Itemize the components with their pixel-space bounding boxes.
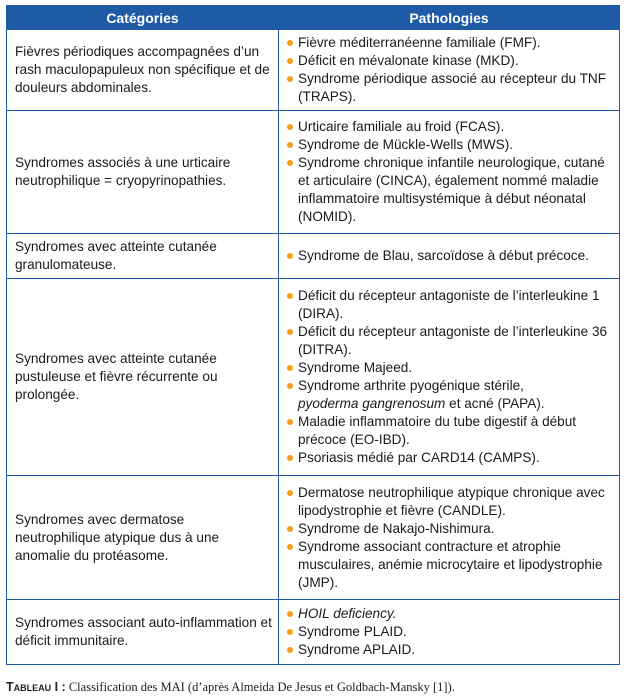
list-item: Fièvre méditerranéenne familiale (FMF).: [285, 34, 613, 52]
pathology-list: [285, 247, 613, 265]
list-item: Syndrome de Nakajo-Nishimura.: [285, 520, 613, 538]
list-item: Déficit du récepteur antagoniste de l’interleukine 36 (DITRA).: [285, 323, 613, 359]
table-row: [7, 111, 620, 234]
list-item: Maladie inflammatoire du tube digestif à début précoce (EO-IBD).: [285, 413, 613, 449]
list-item: HOIL deficiency.: [285, 605, 613, 623]
category-cell: Syndromes avec atteinte cutanée pustuleuse et fièvre récurrente ou prolongée.: [7, 279, 279, 476]
list-item: Syndrome périodique associé au récepteur du TNF (TRAPS).: [285, 70, 613, 106]
table-header-row: [7, 6, 620, 30]
category-cell: Syndromes associant auto-inflammation et déficit immunitaire.: [7, 600, 279, 665]
pathologies-cell: [279, 234, 620, 279]
table-row: [7, 600, 620, 665]
list-item: Syndrome PLAID.: [285, 623, 613, 641]
list-item: Dermatose neutrophilique atypique chronique avec lipodystrophie et fièvre (CANDLE).: [285, 484, 613, 520]
list-item: Syndrome de Blau, sarcoïdose à début précoce.: [285, 247, 613, 265]
table-caption: [6, 680, 620, 695]
pathologies-cell: [279, 600, 620, 665]
category-cell: Syndromes avec dermatose neutrophilique atypique dus à une anomalie du protéasome.: [7, 476, 279, 600]
papa-text-start: Syndrome arthrite pyogénique stérile,: [298, 378, 524, 393]
pathology-list: [285, 605, 613, 659]
pathology-list: [285, 287, 613, 467]
pathology-list: [285, 118, 613, 226]
papa-text-end: et acné (PAPA).: [445, 396, 545, 411]
caption-text: Classification des MAI (d’après Almeida De Jesus et Goldbach-Mansky [1]).: [65, 680, 455, 694]
list-item: Déficit du récepteur antagoniste de l’interleukine 1 (DIRA).: [285, 287, 613, 323]
pathologies-cell: [279, 111, 620, 234]
caption-label: Tableau I :: [6, 680, 66, 694]
list-item: Syndrome APLAID.: [285, 641, 613, 659]
table-row: [7, 476, 620, 600]
category-cell: Syndromes avec atteinte cutanée granulomateuse.: [7, 234, 279, 279]
list-item: Syndrome associant contracture et atrophie musculaires, anémie microcytaire et lipodystrophie (JMP).: [285, 538, 613, 592]
list-item-papa: [285, 377, 613, 413]
classification-table: [6, 5, 620, 665]
table-row: [7, 234, 620, 279]
pathology-list: [285, 484, 613, 592]
list-item: Syndrome de Mückle-Wells (MWS).: [285, 136, 613, 154]
pathologies-cell: [279, 30, 620, 111]
pathologies-cell: [279, 279, 620, 476]
list-item: Urticaire familiale au froid (FCAS).: [285, 118, 613, 136]
category-cell: Syndromes associés à une urticaire neutrophilique = cryopyrinopathies.: [7, 111, 279, 234]
list-item: Syndrome chronique infantile neurologique, cutané et articulaire (CINCA), également nommé maladie inflammatoire multisystémique à début néonatal (NOMID).: [285, 154, 613, 226]
list-item: Psoriasis médié par CARD14 (CAMPS).: [285, 449, 613, 467]
category-cell: Fièvres périodiques accompagnées d’un rash maculopapuleux non spécifique et de douleurs abdominales.: [7, 30, 279, 111]
table-row: [7, 30, 620, 111]
table-row: [7, 279, 620, 476]
pathologies-cell: [279, 476, 620, 600]
list-item: Déficit en mévalonate kinase (MKD).: [285, 52, 613, 70]
header-pathologies: Pathologies: [279, 6, 620, 30]
list-item: Syndrome Majeed.: [285, 359, 613, 377]
papa-italic-text: pyoderma gangrenosum: [298, 396, 446, 411]
pathology-list: [285, 34, 613, 106]
header-categories: Catégories: [7, 6, 279, 30]
